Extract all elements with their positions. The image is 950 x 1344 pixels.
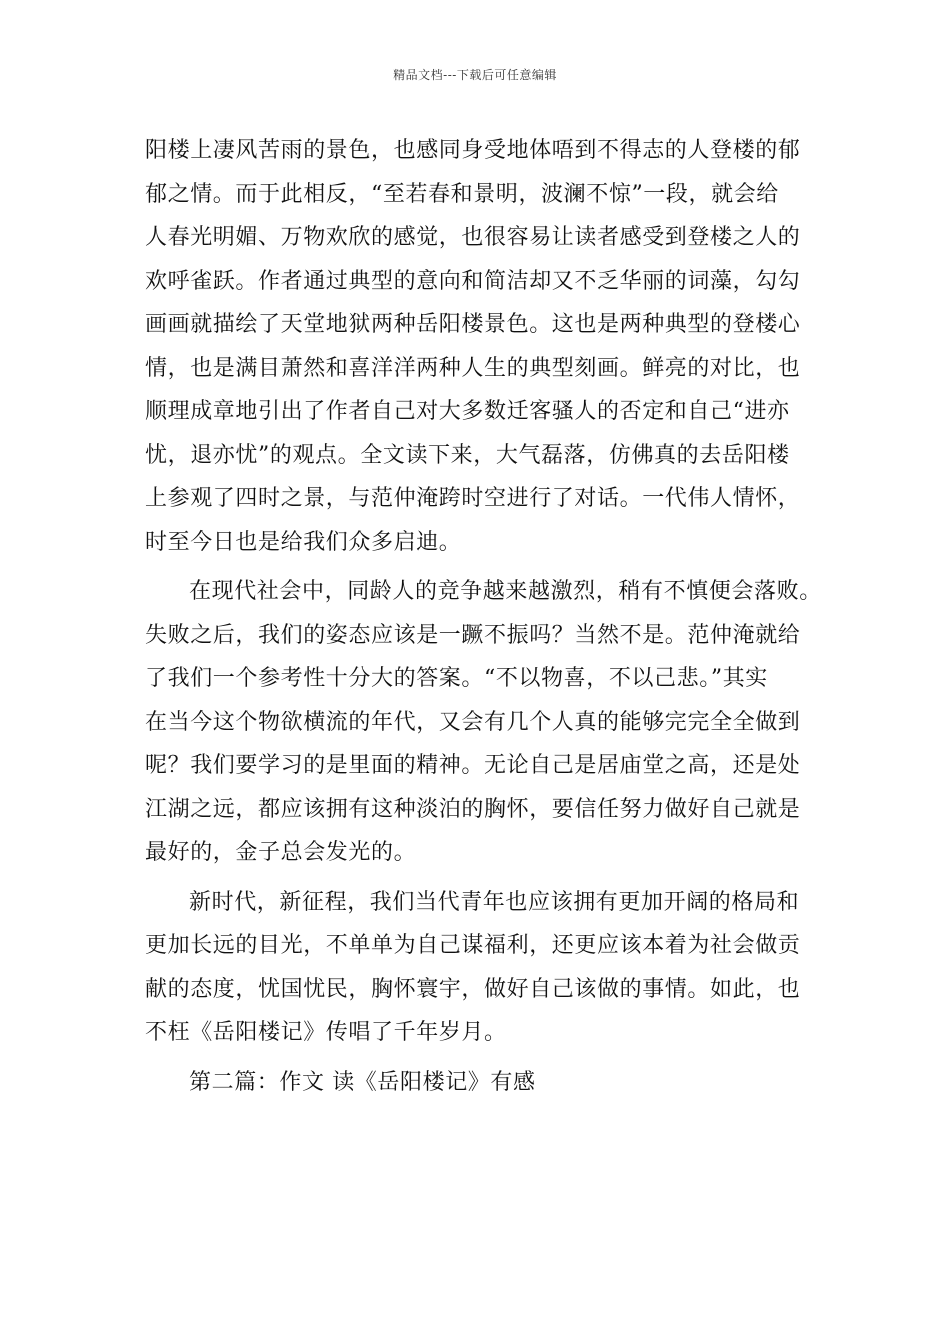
text-line: 人春光明媚、万物欢欣的感觉，也很容易让读者感受到登楼之人的 [145, 225, 801, 250]
text-line: 画画就描绘了天堂地狱两种岳阳楼景色。这也是两种典型的登楼心 [145, 312, 801, 337]
text-line: 顺理成章地引出了作者自己对大多数迁客骚人的否定和自己“进亦 [145, 399, 790, 424]
essay-body [145, 129, 825, 1104]
text-line: 情，也是满目萧然和喜洋洋两种人生的典型刻画。鲜亮的对比，也 [145, 355, 801, 381]
text-line: 阳楼上凄风苦雨的景色，也感同身受地体唔到不得志的人登楼的郁 [145, 138, 801, 163]
text-line: 忧，退亦忧”的观点。全文读下来，大气磊落，仿佛真的去岳阳楼 [145, 442, 790, 468]
paragraph-start-line: 在现代社会中，同龄人的竞争越来越激烈，稍有不慎便会落败。 [189, 579, 822, 604]
text-line: 在当今这个物欲横流的年代，又会有几个人真的能够完完全全做到 [145, 709, 801, 735]
section-heading: 第二篇：作文 读《岳阳楼记》有感 [189, 1069, 536, 1095]
text-line: 最好的，金子总会发光的。 [145, 840, 417, 865]
text-line: 呢？我们要学习的是里面的精神。无论自己是居庙堂之高，还是处 [145, 753, 801, 778]
text-line: 了我们一个参考性十分大的答案。“不以物喜，不以己悲。”其实 [145, 666, 768, 691]
text-line: 更加长远的目光，不单单为自己谋福利，还更应该本着为社会做贡 [145, 933, 801, 958]
text-line: 献的态度，忧国忧民，胸怀寰宇，做好自己该做的事情。如此，也 [145, 976, 801, 1002]
paragraph-start-line: 新时代，新征程，我们当代青年也应该拥有更加开阔的格局和 [189, 889, 800, 915]
text-line: 失败之后，我们的姿态应该是一蹶不振吗？当然不是。范仲淹就给 [145, 622, 801, 648]
page-header: 精品文档---下载后可任意编辑 [393, 68, 557, 82]
text-line: 欢呼雀跃。作者通过典型的意向和简洁却又不乏华丽的词藻，勾勾 [145, 268, 801, 294]
text-line: 上参观了四时之景，与范仲淹跨时空进行了对话。一代伟人情怀， [145, 486, 801, 511]
text-line: 时至今日也是给我们众多启迪。 [145, 529, 462, 555]
text-line: 郁之情。而于此相反，“至若春和景明，波澜不惊”一段，就会给 [145, 181, 779, 207]
text-line: 江湖之远，都应该拥有这种淡泊的胸怀，要信任努力做好自己就是 [145, 796, 801, 822]
text-line: 不枉《岳阳楼记》传唱了千年岁月。 [145, 1020, 507, 1045]
